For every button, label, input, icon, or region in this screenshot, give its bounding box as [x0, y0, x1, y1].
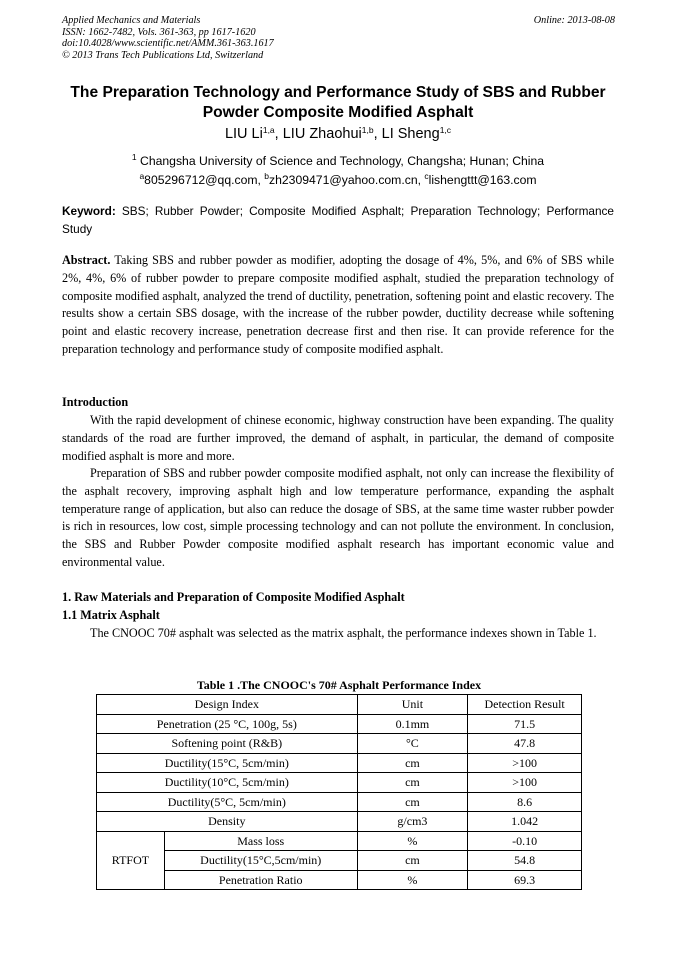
- table-row: [97, 870, 582, 890]
- section-1-1-paragraph: The CNOOC 70# asphalt was selected as the matrix asphalt, the performance indexes shown in Table 1.: [90, 626, 597, 640]
- cell-unit: cm: [357, 773, 468, 793]
- cell-unit: cm: [357, 851, 468, 871]
- cell-unit: cm: [357, 753, 468, 773]
- doi-line: doi:10.4028/www.scientific.net/AMM.361-363.1617: [62, 38, 274, 50]
- keyword-text: SBS; Rubber Powder; Composite Modified Asphalt; Preparation Technology; Performance Study: [62, 204, 614, 236]
- header-detection-result: Detection Result: [468, 695, 582, 715]
- email-link[interactable]: lishengttt@163.com: [428, 173, 537, 187]
- title-line-1: The Preparation Technology and Performance Study of SBS and Rubber: [70, 84, 606, 101]
- cell-index: Density: [97, 812, 358, 832]
- cell-result: 1.042: [468, 812, 582, 832]
- section-1-1-heading: 1.1 Matrix Asphalt: [62, 608, 160, 622]
- email-sep: ,: [257, 173, 265, 187]
- header-unit: Unit: [357, 695, 468, 715]
- cell-result: 69.3: [468, 870, 582, 890]
- cell-result: 47.8: [468, 734, 582, 754]
- author-name: LI Sheng: [381, 126, 440, 142]
- abstract-text: Taking SBS and rubber powder as modifier, adopting the dosage of 4%, 5%, and 6% of SBS while 2%, 4%, 6% of rubber powder to prepare composite modified asphalt, studied the preparation technology of composite modified asphalt, analyzed the trend of ductility, penetration, softening point and elastic recovery. The results show a certain SBS dosage, with the increase of the rubber powder, ductility decrease while softening point and elastic recovery increase, penetration decrease first and then rise. It can provide reference for the preparation technology and performance study of composite modified asphalt.: [62, 253, 614, 356]
- author-name: LIU Zhaohui: [282, 126, 362, 142]
- author-sup: 1,c: [439, 125, 452, 135]
- table-row: [97, 812, 582, 832]
- paper-title: [62, 83, 614, 122]
- cell-index: Ductility(10°C, 5cm/min): [97, 773, 358, 793]
- table-header-row: [97, 695, 582, 715]
- table-row: [97, 831, 582, 851]
- keywords: [62, 203, 614, 238]
- cell-index: Ductility(15°C, 5cm/min): [97, 753, 358, 773]
- email-link[interactable]: 805296712@qq.com: [144, 173, 258, 187]
- abstract: [62, 252, 614, 359]
- author-sep: ,: [373, 126, 382, 142]
- cell-unit: °C: [357, 734, 468, 754]
- cell-result: 71.5: [468, 714, 582, 734]
- cell-result: 54.8: [468, 851, 582, 871]
- author-sep: ,: [274, 126, 283, 142]
- email-sup: c: [424, 171, 429, 181]
- table-row: [97, 773, 582, 793]
- online-date: Online: 2013-08-08: [533, 15, 615, 26]
- title-line-2: Powder Composite Modified Asphalt: [202, 103, 474, 121]
- table-1: [96, 694, 582, 890]
- intro-paragraph-2: Preparation of SBS and rubber powder composite modified asphalt, not only can increase the flexibility of the asphalt recovery, improving asphalt high and low temperature performance, expanding the asphalt temperature range of application, but also can reduce the dosage of SBS, at the same time waster rubber powder is rich in resources, low cost, simple processing technology and can not pollute the environment. In conclusion, the SBS and Rubber Powder composite modified asphalt research has important economic value and environmental value.: [62, 466, 614, 569]
- abstract-label: Abstract.: [62, 253, 111, 267]
- email-sup: a: [139, 171, 145, 181]
- journal-name: Applied Mechanics and Materials: [62, 15, 201, 26]
- email-list: [62, 172, 614, 188]
- cell-index: Ductility(15°C,5cm/min): [164, 851, 357, 871]
- introduction-heading: Introduction: [62, 395, 129, 409]
- table-1-caption: Table 1 .The CNOOC's 70# Asphalt Performance Index: [196, 678, 482, 692]
- table-row: [97, 792, 582, 812]
- cell-unit: g/cm3: [357, 812, 468, 832]
- cell-result: >100: [468, 753, 582, 773]
- cell-result: 8.6: [468, 792, 582, 812]
- cell-index: Penetration Ratio: [164, 870, 357, 890]
- table-row: [97, 734, 582, 754]
- intro-paragraph-1: With the rapid development of chinese economic, highway construction have been expanding. The quality standards of the road are further improved, the demand of asphalt, in particular, the demand of composite modified asphalt is more and more.: [62, 413, 614, 463]
- cell-index: Softening point (R&B): [97, 734, 358, 754]
- author-sup: 1,a: [262, 125, 275, 135]
- cell-result: >100: [468, 773, 582, 793]
- table-row: [97, 714, 582, 734]
- cell-unit: %: [357, 831, 468, 851]
- cell-unit: 0.1mm: [357, 714, 468, 734]
- keyword-label: Keyword:: [62, 204, 116, 218]
- issn-line: ISSN: 1662-7482, Vols. 361-363, pp 1617-1620: [62, 26, 256, 38]
- affiliation-text: Changsha University of Science and Technology, Changsha; Hunan; China: [136, 154, 545, 168]
- cell-group-rtfot: RTFOT: [97, 831, 165, 890]
- email-sep: ,: [417, 173, 425, 187]
- email-link[interactable]: zh2309471@yahoo.com.cn: [269, 173, 418, 187]
- affiliation-sup: 1: [131, 152, 137, 162]
- journal-meta: [62, 15, 274, 61]
- author-name: LIU Li: [224, 126, 263, 142]
- cell-index: Ductility(5°C, 5cm/min): [97, 792, 358, 812]
- copyright-line: © 2013 Trans Tech Publications Ltd, Switzerland: [62, 49, 264, 61]
- cell-result: -0.10: [468, 831, 582, 851]
- cell-unit: %: [357, 870, 468, 890]
- table-row: [97, 753, 582, 773]
- author-sup: 1,b: [361, 125, 374, 135]
- affiliation: [62, 153, 614, 169]
- cell-index: Mass loss: [164, 831, 357, 851]
- cell-unit: cm: [357, 792, 468, 812]
- email-sup: b: [264, 171, 270, 181]
- author-list: [62, 124, 614, 144]
- table-row: [97, 851, 582, 871]
- cell-index: Penetration (25 °C, 100g, 5s): [97, 714, 358, 734]
- header-design-index: Design Index: [97, 695, 358, 715]
- section-1-heading: 1. Raw Materials and Preparation of Composite Modified Asphalt: [62, 590, 405, 604]
